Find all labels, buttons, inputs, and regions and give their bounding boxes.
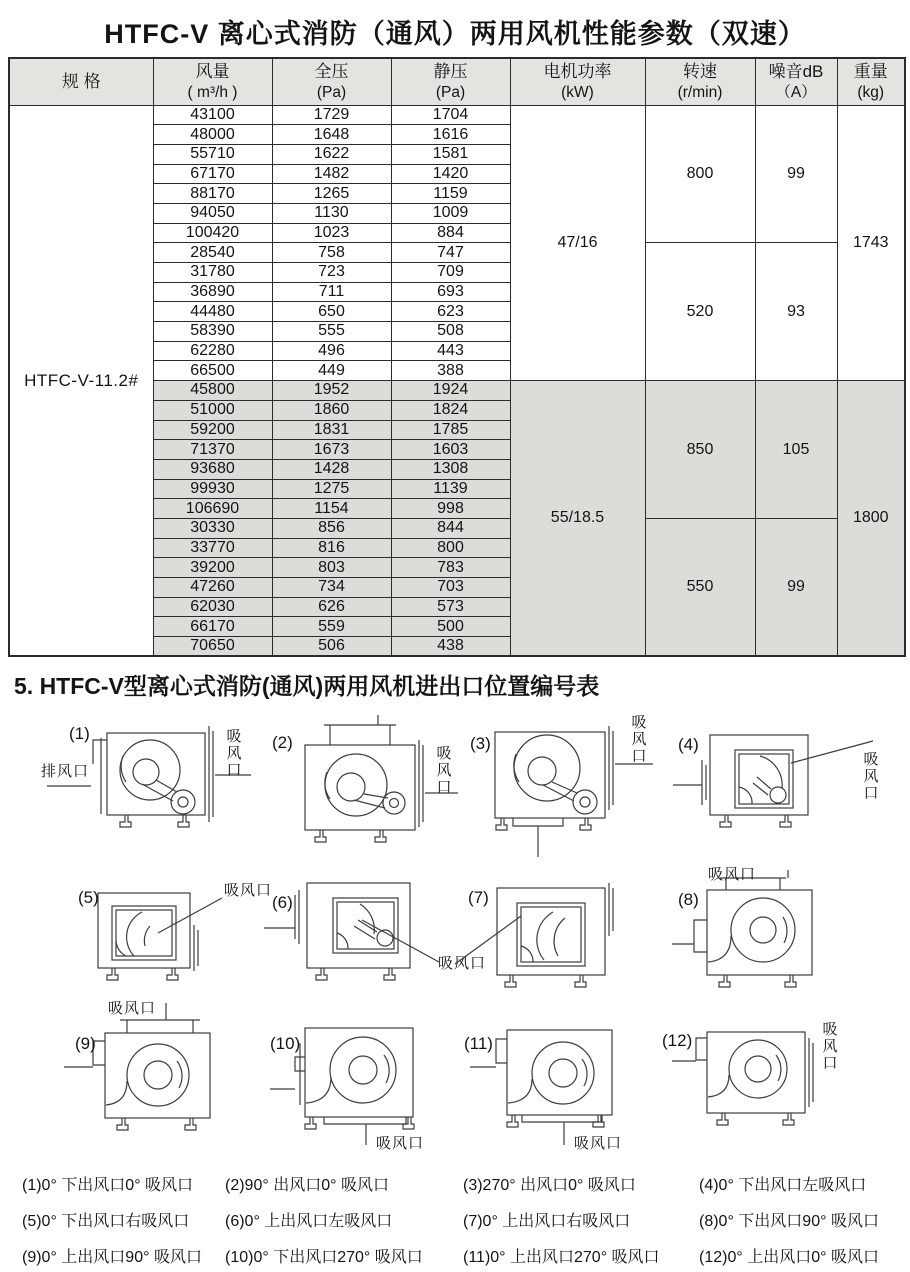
fan-diagram-8 xyxy=(668,866,903,1020)
caption-item: (7)0° 上出风口右吸风口 xyxy=(463,1213,631,1230)
table-header-cell-noise: 噪音dB （A） xyxy=(755,58,837,105)
table-cell: 105 xyxy=(755,381,837,519)
fan-diagram-1 xyxy=(25,718,260,868)
port-label-inlet: 吸风口 xyxy=(224,728,242,779)
table-cell: 44480 xyxy=(153,302,272,322)
table-cell: 1648 xyxy=(272,125,391,145)
table-cell: 1420 xyxy=(391,164,510,184)
table-cell: 1154 xyxy=(272,499,391,519)
table-cell: 800 xyxy=(391,538,510,558)
fan-diagram-2 xyxy=(258,715,458,865)
caption-item: (2)90° 出风口0° 吸风口 xyxy=(225,1177,389,1194)
caption-item: (9)0° 上出风口90° 吸风口 xyxy=(22,1249,202,1266)
diagram-number: (1) xyxy=(69,724,90,743)
fan-diagram-4 xyxy=(665,715,900,865)
table-cell: 1139 xyxy=(391,479,510,499)
fan-diagram-art xyxy=(30,1000,265,1155)
table-cell: 47/16 xyxy=(510,105,645,381)
table-cell: 1729 xyxy=(272,105,391,125)
caption-item: (11)0° 上出风口270° 吸风口 xyxy=(463,1249,660,1266)
table-cell: 555 xyxy=(272,322,391,342)
caption-item: (4)0° 下出风口左吸风口 xyxy=(699,1177,867,1194)
table-cell: 998 xyxy=(391,499,510,519)
fan-diagram-11 xyxy=(450,1003,685,1163)
table-cell: 850 xyxy=(645,381,755,519)
table-cell: 55710 xyxy=(153,144,272,164)
table-header-row xyxy=(9,58,905,105)
caption-item: (6)0° 上出风口左吸风口 xyxy=(225,1213,393,1230)
table-cell: 884 xyxy=(391,223,510,243)
table-cell: 1275 xyxy=(272,479,391,499)
table-cell: 816 xyxy=(272,538,391,558)
table-cell: 88170 xyxy=(153,184,272,204)
diagram-number: (6) xyxy=(272,893,293,912)
fan-diagram-12 xyxy=(660,1003,910,1158)
table-header-cell-speed: 转速 (r/min) xyxy=(645,58,755,105)
table-cell: 58390 xyxy=(153,322,272,342)
table-cell: 783 xyxy=(391,558,510,578)
table-cell: 1860 xyxy=(272,400,391,420)
table-cell: 71370 xyxy=(153,440,272,460)
table-cell: 70650 xyxy=(153,637,272,657)
table-header-cell-airflow: 风量 ( m³/h ) xyxy=(153,58,272,105)
port-label-inlet: 吸风口 xyxy=(861,751,879,802)
table-cell: 1622 xyxy=(272,144,391,164)
table-cell: 800 xyxy=(645,105,755,243)
table-cell: 59200 xyxy=(153,420,272,440)
table-cell: 30330 xyxy=(153,518,272,538)
table-cell: 693 xyxy=(391,282,510,302)
table-cell: 508 xyxy=(391,322,510,342)
diagram-number: (10) xyxy=(270,1034,301,1053)
table-cell: 1581 xyxy=(391,144,510,164)
diagram-number: (4) xyxy=(678,735,699,754)
table-cell: 623 xyxy=(391,302,510,322)
table-cell: 1265 xyxy=(272,184,391,204)
table-cell: 496 xyxy=(272,341,391,361)
caption-item: (1)0° 下出风口0° 吸风口 xyxy=(22,1177,194,1194)
table-cell: 500 xyxy=(391,617,510,637)
port-label-inlet: 吸风口 xyxy=(224,882,273,899)
table-cell: 1130 xyxy=(272,203,391,223)
table-cell: 626 xyxy=(272,597,391,617)
table-cell: 31780 xyxy=(153,263,272,283)
table-cell: 1009 xyxy=(391,203,510,223)
table-cell: 33770 xyxy=(153,538,272,558)
table-cell: 99 xyxy=(755,105,837,243)
table-header-cell-total-pressure: 全压 (Pa) xyxy=(272,58,391,105)
caption-item: (12)0° 上出风口0° 吸风口 xyxy=(699,1249,879,1266)
port-label-inlet: 吸风口 xyxy=(108,1000,157,1017)
table-cell: 106690 xyxy=(153,499,272,519)
diagram-number: (8) xyxy=(678,890,699,909)
table-cell: 1482 xyxy=(272,164,391,184)
table-cell: 703 xyxy=(391,578,510,598)
table-cell: 1952 xyxy=(272,381,391,401)
table-cell: 43100 xyxy=(153,105,272,125)
table-cell: 520 xyxy=(645,243,755,381)
table-cell: 747 xyxy=(391,243,510,263)
port-label-inlet: 吸风口 xyxy=(820,1021,838,1072)
table-cell: 1824 xyxy=(391,400,510,420)
table-cell: 100420 xyxy=(153,223,272,243)
table-cell: 62280 xyxy=(153,341,272,361)
caption-grid xyxy=(22,1172,894,1267)
table-cell: 67170 xyxy=(153,164,272,184)
table-cell: 1428 xyxy=(272,459,391,479)
table-cell: 51000 xyxy=(153,400,272,420)
fan-diagram-art xyxy=(455,878,690,1013)
table-cell: 66500 xyxy=(153,361,272,381)
table-cell: 55/18.5 xyxy=(510,381,645,657)
table-cell: 803 xyxy=(272,558,391,578)
table-row xyxy=(9,105,905,125)
table-cell: 650 xyxy=(272,302,391,322)
table-cell: 506 xyxy=(272,637,391,657)
fan-diagram-art xyxy=(660,1003,910,1158)
port-label-outlet: 排风口 xyxy=(41,763,90,780)
table-cell: 36890 xyxy=(153,282,272,302)
diagram-number: (2) xyxy=(272,733,293,752)
table-cell: 1831 xyxy=(272,420,391,440)
table-cell: 758 xyxy=(272,243,391,263)
diagram-number: (7) xyxy=(468,888,489,907)
table-cell: 1800 xyxy=(837,381,905,657)
diagram-number: (11) xyxy=(464,1034,493,1053)
performance-table-wrap xyxy=(8,57,905,657)
table-cell: 438 xyxy=(391,637,510,657)
diagram-number: (5) xyxy=(78,888,99,907)
section-title: 5. HTFC-V型离心式消防(通风)两用风机进出口位置编号表 xyxy=(14,673,600,699)
caption-item: (10)0° 下出风口270° 吸风口 xyxy=(225,1249,423,1266)
caption-item: (3)270° 出风口0° 吸风口 xyxy=(463,1177,636,1194)
diagram-number: (12) xyxy=(662,1031,693,1050)
table-cell: 573 xyxy=(391,597,510,617)
table-cell: 93680 xyxy=(153,459,272,479)
table-cell: 1023 xyxy=(272,223,391,243)
port-label-inlet: 吸风口 xyxy=(434,745,452,796)
port-label-inlet: 吸风口 xyxy=(708,866,757,883)
table-cell: 1785 xyxy=(391,420,510,440)
table-cell: 734 xyxy=(272,578,391,598)
table-cell: 1704 xyxy=(391,105,510,125)
table-cell: 48000 xyxy=(153,125,272,145)
table-cell: 28540 xyxy=(153,243,272,263)
table-header-cell-motor-power: 电机功率 (kW) xyxy=(510,58,645,105)
spec-cell: HTFC-V-11.2# xyxy=(9,105,153,656)
table-cell: 709 xyxy=(391,263,510,283)
table-cell: 1924 xyxy=(391,381,510,401)
table-cell: 1603 xyxy=(391,440,510,460)
table-cell: 550 xyxy=(645,518,755,656)
table-cell: 1308 xyxy=(391,459,510,479)
table-cell: 1159 xyxy=(391,184,510,204)
table-header-cell-weight: 重量 (kg) xyxy=(837,58,905,105)
diagram-number: (3) xyxy=(470,734,491,753)
diagram-number: (9) xyxy=(75,1034,96,1053)
table-cell: 449 xyxy=(272,361,391,381)
table-cell: 723 xyxy=(272,263,391,283)
table-cell: 93 xyxy=(755,243,837,381)
port-label-inlet: 吸风口 xyxy=(376,1135,425,1152)
fan-diagram-art xyxy=(450,1003,685,1163)
table-cell: 856 xyxy=(272,518,391,538)
port-label-inlet: 吸风口 xyxy=(574,1135,623,1152)
table-cell: 99 xyxy=(755,518,837,656)
table-cell: 1673 xyxy=(272,440,391,460)
table-cell: 39200 xyxy=(153,558,272,578)
table-cell: 99930 xyxy=(153,479,272,499)
table-cell: 711 xyxy=(272,282,391,302)
table-header-cell-spec: 规 格 xyxy=(9,58,153,105)
table-cell: 66170 xyxy=(153,617,272,637)
caption-item: (5)0° 下出风口右吸风口 xyxy=(22,1213,190,1230)
table-cell: 94050 xyxy=(153,203,272,223)
fan-diagram-7 xyxy=(455,878,690,1013)
table-cell: 443 xyxy=(391,341,510,361)
table-body xyxy=(9,105,905,656)
performance-table xyxy=(8,57,906,657)
table-cell: 62030 xyxy=(153,597,272,617)
table-cell: 844 xyxy=(391,518,510,538)
fan-diagram-9 xyxy=(30,1000,265,1155)
table-cell: 47260 xyxy=(153,578,272,598)
fan-diagram-3 xyxy=(455,712,665,862)
table-header-cell-static-pressure: 静压 (Pa) xyxy=(391,58,510,105)
fan-diagram-art xyxy=(668,870,903,1020)
table-cell: 1616 xyxy=(391,125,510,145)
table-cell: 45800 xyxy=(153,381,272,401)
port-label-inlet: 吸风口 xyxy=(438,955,487,972)
page-title: HTFC-V 离心式消防（通风）两用风机性能参数（双速） xyxy=(104,19,806,49)
table-cell: 388 xyxy=(391,361,510,381)
caption-item: (8)0° 下出风口90° 吸风口 xyxy=(699,1213,879,1230)
table-cell: 1743 xyxy=(837,105,905,381)
table-cell: 559 xyxy=(272,617,391,637)
port-label-inlet: 吸风口 xyxy=(629,714,647,765)
